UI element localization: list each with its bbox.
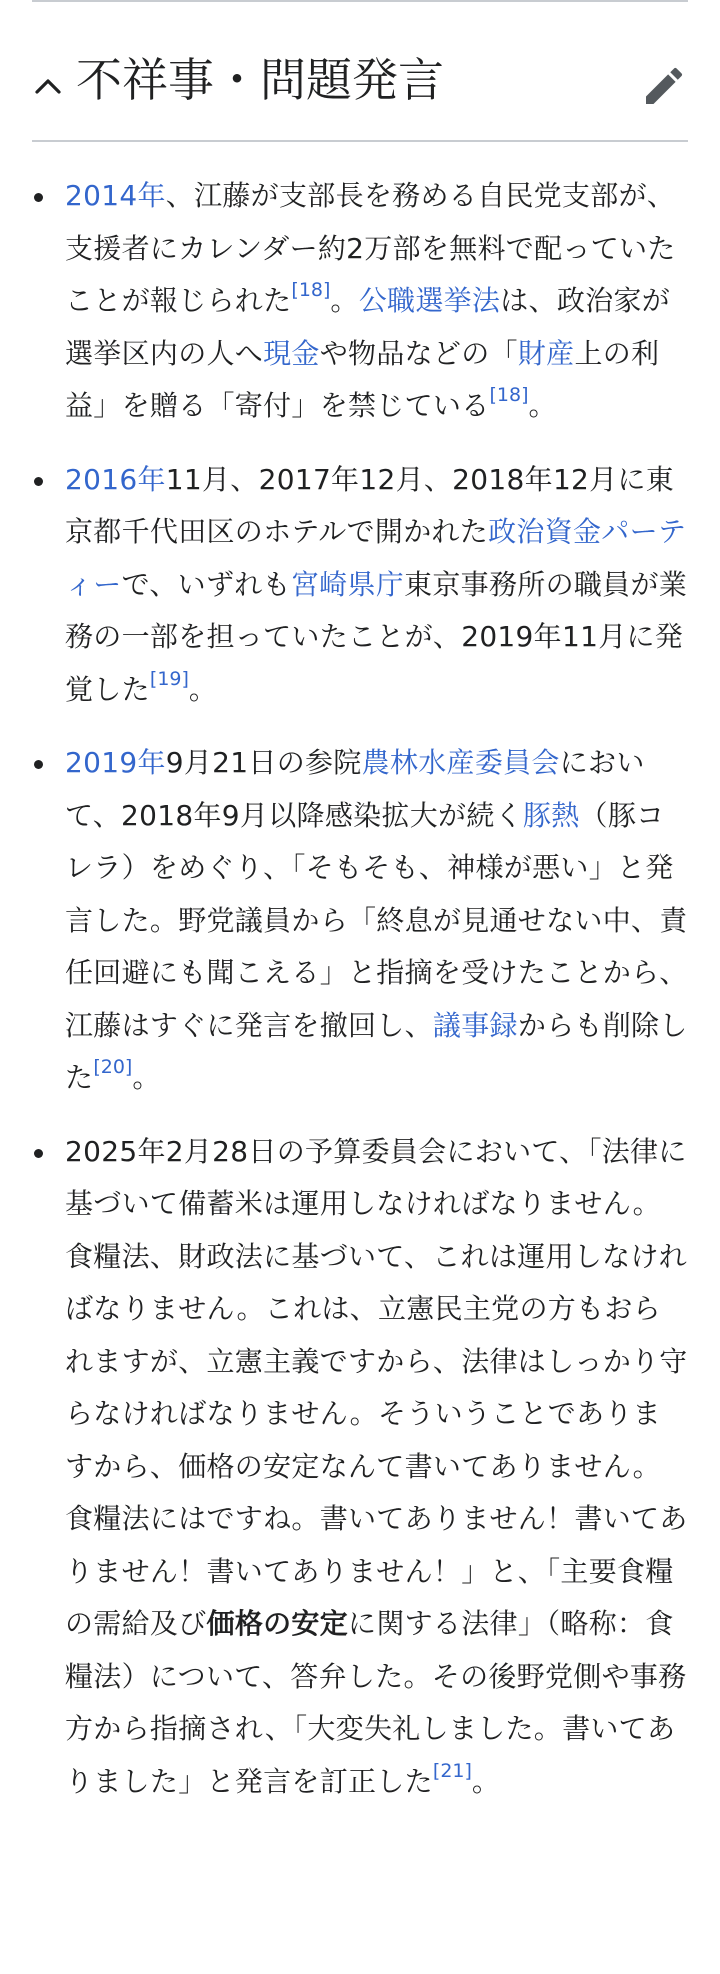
item-text: 。 — [528, 389, 557, 422]
citation-link[interactable]: [18] — [489, 384, 529, 406]
item-text: 。 — [471, 1764, 501, 1798]
citation-link[interactable]: [21] — [432, 1759, 472, 1782]
citation-link[interactable]: [18] — [291, 279, 331, 301]
item-text: 9月21日の参院 — [165, 746, 362, 779]
top-divider — [32, 0, 688, 2]
item-text: からも削除した — [65, 1008, 688, 1094]
link-cash[interactable]: 現金 — [263, 336, 320, 370]
list-item — [32, 454, 688, 717]
chevron-up-icon[interactable] — [32, 70, 64, 102]
item-text: は、政治家が選挙区内の人へ — [65, 284, 671, 370]
link-minutes[interactable]: 議事録 — [432, 1008, 518, 1042]
link-classical-swine-fever[interactable]: 豚熱 — [522, 798, 580, 832]
section-title: 不祥事・問題発言 — [76, 53, 444, 107]
bold-text: 価格の安定 — [206, 1607, 349, 1640]
item-text: に関する法律」（略称：食糧法）について、答弁した。その後野党側や事務方から指摘され、「大変失礼しました。書いてありました」と発言を訂正した — [65, 1607, 687, 1798]
link-public-offices-election-act[interactable]: 公職選挙法 — [358, 284, 501, 317]
item-text: や物品などの「 — [319, 336, 518, 370]
item-text: において、2018年9月以降感染拡大が続く — [65, 746, 645, 832]
link-political-fundraising-party[interactable]: 政治資金パーティー — [65, 515, 687, 601]
list-item — [32, 1126, 688, 1809]
item-text: で、いずれも — [121, 567, 291, 601]
link-2014[interactable]: 2014年 — [65, 179, 166, 212]
list-item — [32, 737, 688, 1105]
item-text: 。 — [132, 1061, 161, 1094]
link-agriculture-committee[interactable]: 農林水産委員会 — [361, 746, 560, 779]
pencil-icon[interactable] — [640, 62, 688, 110]
link-2016[interactable]: 2016年 — [65, 462, 166, 496]
item-text: 東京事務所の職員が業務の一部を担っていたことが、2019年11月に発覚した — [65, 567, 688, 706]
item-text: 。 — [330, 284, 359, 317]
item-text: 、江藤が支部長を務める自民党支部が、支援者にカレンダー約2万部を無料で配っていたことが報じられた — [65, 179, 676, 317]
item-text: 上の利益」を贈る「寄付」を禁じている — [65, 336, 660, 422]
item-text: 。 — [188, 672, 218, 706]
incident-list — [32, 170, 688, 1829]
item-text: （豚コレラ）をめぐり、「そもそも、神様が悪い」と発言した。野党議員から「終息が見通せない中、責任回避にも聞こえる」と指摘を受けたことから、江藤はすぐに発言を撤回し、 — [65, 798, 688, 1042]
item-text: 11月、2017年12月、2018年12月に東京都千代田区のホテルで開かれた — [65, 462, 675, 548]
link-property[interactable]: 財産 — [517, 336, 575, 370]
citation-link[interactable]: [19] — [149, 667, 189, 690]
link-miyazaki-prefectural-office[interactable]: 宮崎県庁 — [290, 567, 405, 601]
link-2019[interactable]: 2019年 — [65, 746, 166, 779]
list-item — [32, 170, 688, 433]
section-header[interactable] — [32, 48, 688, 142]
item-text: 2025年2月28日の予算委員会において、「法律に基づいて備蓄米は運用しなければなりません。食糧法、財政法に基づいて、これは運用しなければなりません。これは、立憲民主党の方もおられますが、立憲主義ですから、法律はしっかり守らなければなりません。そういうことでありますから、価格の安定なんて書いてありません。食糧法にはですね。書いてありません！書いてありません！書いてありません！」と、「主要食糧の需給及び — [65, 1134, 688, 1640]
citation-link[interactable]: [20] — [93, 1056, 133, 1078]
